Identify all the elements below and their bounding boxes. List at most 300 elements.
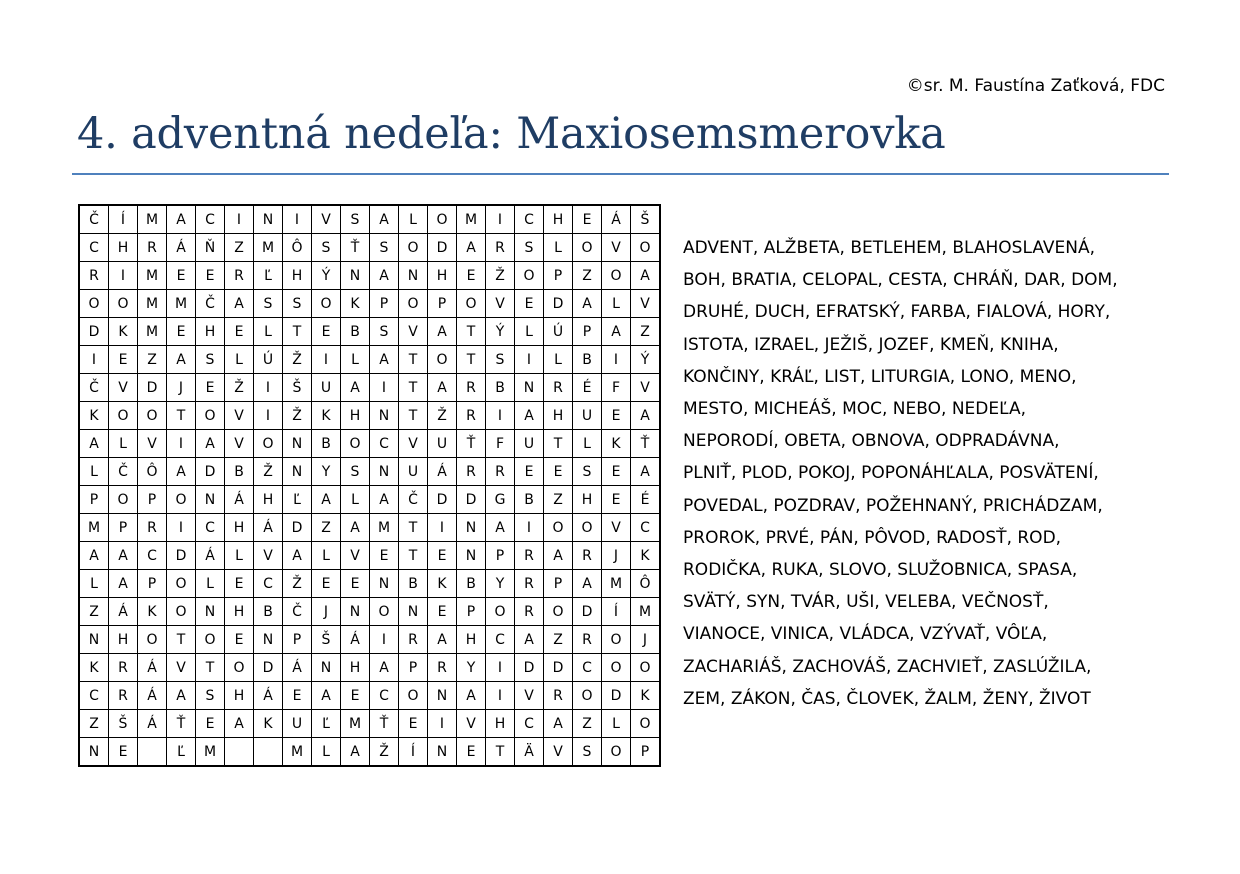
grid-cell: H [254,486,283,514]
grid-cell: R [515,598,544,626]
grid-cell: E [225,318,254,346]
grid-row [79,570,660,598]
grid-cell: P [631,738,661,767]
grid-cell: Á [196,542,225,570]
grid-cell: Á [109,598,138,626]
word-list-line: ZACHARIÁŠ, ZACHOVÁŠ, ZACHVIEŤ, ZASLÚŽILA, [683,656,1092,677]
grid-cell: A [283,542,312,570]
grid-cell: H [109,234,138,262]
grid-cell: Ú [544,318,573,346]
grid-cell: P [138,486,167,514]
word-list-line: PROROK, PRVÉ, PÁN, PÔVOD, RADOSŤ, ROD, [683,527,1062,548]
grid-cell: O [196,402,225,430]
grid-cell: Í [109,205,138,234]
grid-cell: P [138,570,167,598]
grid-cell: H [544,205,573,234]
grid-cell: I [254,374,283,402]
grid-cell: A [544,710,573,738]
grid-cell: I [428,514,457,542]
grid-cell: Á [138,682,167,710]
grid-cell: Á [283,654,312,682]
grid-cell: J [631,626,661,654]
grid-cell: O [399,234,428,262]
grid-cell: E [602,458,631,486]
grid-cell: N [399,598,428,626]
grid-cell: N [370,570,399,598]
grid-cell: I [167,430,196,458]
grid-row [79,290,660,318]
grid-cell: T [486,738,515,767]
grid-cell: C [370,430,399,458]
grid-cell: I [225,205,254,234]
grid-cell: O [79,290,109,318]
grid-cell: A [486,514,515,542]
grid-cell: L [573,430,602,458]
grid-cell: P [573,318,602,346]
grid-cell: I [428,710,457,738]
grid-cell: M [341,710,370,738]
grid-cell: Č [399,486,428,514]
grid-cell: T [544,430,573,458]
grid-row [79,205,660,234]
grid-cell: M [79,514,109,542]
grid-cell: É [573,374,602,402]
grid-cell: L [399,205,428,234]
grid-cell: P [399,654,428,682]
grid-cell: Ž [225,374,254,402]
grid-cell: B [486,374,515,402]
grid-cell: O [573,514,602,542]
grid-cell: D [79,318,109,346]
grid-cell: S [254,290,283,318]
grid-cell: N [428,682,457,710]
grid-cell: N [457,514,486,542]
grid-cell: O [602,738,631,767]
grid-cell: V [602,234,631,262]
grid-cell: R [457,374,486,402]
grid-cell: A [167,346,196,374]
grid-cell: S [341,205,370,234]
grid-row [79,486,660,514]
grid-cell: E [196,710,225,738]
grid-cell: Ž [283,346,312,374]
grid-cell: I [79,346,109,374]
grid-cell: E [573,205,602,234]
grid-cell: R [573,626,602,654]
grid-cell: E [370,542,399,570]
grid-cell: A [428,374,457,402]
grid-cell: Z [79,710,109,738]
grid-cell: R [515,542,544,570]
grid-cell: V [254,542,283,570]
grid-cell: R [138,234,167,262]
word-list-line: BOH, BRATIA, CELOPAL, CESTA, CHRÁŇ, DAR, DOM, [683,270,1118,291]
grid-cell: Y [312,458,341,486]
grid-cell: H [341,654,370,682]
grid-cell: O [399,682,428,710]
grid-cell: L [312,542,341,570]
grid-cell: Č [79,205,109,234]
grid-cell: C [254,570,283,598]
grid-cell: Á [428,458,457,486]
grid-cell: E [167,262,196,290]
grid-cell: E [399,710,428,738]
grid-cell: D [196,458,225,486]
grid-cell: B [341,318,370,346]
grid-cell: Č [196,290,225,318]
grid-cell: B [399,570,428,598]
grid-cell: Š [312,626,341,654]
grid-cell: A [109,542,138,570]
grid-cell: H [109,626,138,654]
grid-cell: U [515,430,544,458]
grid-cell: Ý [631,346,661,374]
grid-cell: H [573,486,602,514]
grid-cell: A [515,626,544,654]
grid-cell: E [602,486,631,514]
grid-cell: A [167,205,196,234]
grid-cell: L [254,318,283,346]
grid-cell: Ô [631,570,661,598]
grid-cell: Ľ [254,262,283,290]
title-underline [72,173,1169,175]
grid-cell: Í [399,738,428,767]
grid-cell: Ť [631,430,661,458]
grid-cell: D [544,290,573,318]
grid-cell: O [631,710,661,738]
grid-cell: O [138,626,167,654]
grid-cell: O [602,626,631,654]
grid-cell: K [341,290,370,318]
grid-cell: R [573,542,602,570]
grid-cell: M [196,738,225,767]
grid-cell: O [631,234,661,262]
grid-cell: A [370,205,399,234]
grid-cell: L [341,486,370,514]
grid-cell: L [225,542,254,570]
grid-cell: O [631,654,661,682]
grid-cell: Á [138,710,167,738]
grid-row [79,514,660,542]
grid-cell: Ť [167,710,196,738]
word-list-line: SVÄTÝ, SYN, TVÁR, UŠI, VELEBA, VEČNOSŤ, [683,592,1049,613]
word-list-line: DRUHÉ, DUCH, EFRATSKÝ, FARBA, FIALOVÁ, HORY, [683,302,1111,323]
grid-cell: B [515,486,544,514]
grid-cell: V [399,430,428,458]
grid-cell: Š [109,710,138,738]
grid-cell: L [109,430,138,458]
grid-cell: P [79,486,109,514]
grid-cell: H [486,710,515,738]
word-search-grid [78,204,661,767]
grid-cell: R [399,626,428,654]
grid-cell: K [631,542,661,570]
grid-row [79,598,660,626]
grid-row [79,346,660,374]
grid-cell: V [225,430,254,458]
grid-cell: L [602,290,631,318]
grid-cell: P [457,598,486,626]
grid-cell: D [573,598,602,626]
grid-cell: É [631,486,661,514]
grid-cell: B [573,346,602,374]
grid-cell: A [225,290,254,318]
grid-cell: U [312,374,341,402]
grid-cell: D [457,486,486,514]
grid-cell: K [79,402,109,430]
grid-cell: N [283,430,312,458]
grid-cell: Z [79,598,109,626]
grid-cell: N [254,626,283,654]
grid-cell: Š [283,374,312,402]
grid-cell: I [109,262,138,290]
grid-cell: I [602,346,631,374]
grid-cell: D [544,654,573,682]
grid-cell: S [283,290,312,318]
grid-cell: A [79,542,109,570]
grid-cell: V [109,374,138,402]
grid-cell: R [457,458,486,486]
grid-cell: Y [486,570,515,598]
grid-cell: E [225,570,254,598]
grid-cell: L [225,346,254,374]
grid-row [79,430,660,458]
grid-cell: S [196,682,225,710]
grid-cell: V [602,514,631,542]
grid-cell: M [631,598,661,626]
grid-cell: E [457,262,486,290]
grid-cell: K [109,318,138,346]
word-list-line: RODIČKA, RUKA, SLOVO, SLUŽOBNICA, SPASA, [683,560,1078,581]
grid-cell: C [196,205,225,234]
author-credit: ©sr. M. Faustína Zaťková, FDC [906,76,1165,96]
grid-cell: A [573,570,602,598]
grid-cell: O [428,205,457,234]
grid-cell: U [573,402,602,430]
grid-cell: C [486,626,515,654]
grid-cell: M [283,738,312,767]
grid-cell: O [254,430,283,458]
grid-cell: C [196,514,225,542]
grid-cell: R [79,262,109,290]
grid-cell: O [573,682,602,710]
grid-cell: N [428,738,457,767]
grid-cell: S [573,738,602,767]
grid-cell: H [196,318,225,346]
grid-cell: A [167,458,196,486]
grid-cell: K [254,710,283,738]
grid-cell: K [631,682,661,710]
grid-cell: Y [457,654,486,682]
grid-cell: O [428,346,457,374]
grid-cell: K [428,570,457,598]
grid-cell: A [631,458,661,486]
grid-cell: C [573,654,602,682]
grid-cell: R [486,234,515,262]
grid-row [79,374,660,402]
grid-cell: E [225,626,254,654]
grid-cell: E [457,738,486,767]
grid-cell: J [167,374,196,402]
grid-cell: A [631,262,661,290]
grid-cell: L [79,570,109,598]
grid-cell: Ž [486,262,515,290]
grid-cell: F [602,374,631,402]
grid-cell: H [457,626,486,654]
grid-cell: O [312,290,341,318]
grid-cell: O [457,290,486,318]
grid-cell: T [399,542,428,570]
grid-cell: T [167,402,196,430]
grid-cell: V [486,290,515,318]
grid-cell: O [341,430,370,458]
grid-cell: O [196,626,225,654]
grid-cell: Z [312,514,341,542]
grid-cell: P [428,290,457,318]
grid-cell: R [544,374,573,402]
grid-cell: K [138,598,167,626]
grid-cell: B [225,458,254,486]
grid-cell: H [544,402,573,430]
grid-cell [138,738,167,767]
grid-cell: N [370,458,399,486]
grid-cell: J [312,598,341,626]
grid-cell: Z [544,486,573,514]
grid-cell: C [515,710,544,738]
grid-cell: U [283,710,312,738]
grid-cell: M [167,290,196,318]
grid-cell: T [457,346,486,374]
grid-cell: A [370,346,399,374]
grid-cell: V [138,430,167,458]
grid-cell: Ť [457,430,486,458]
grid-cell: L [544,346,573,374]
grid-cell: V [457,710,486,738]
grid-cell: D [138,374,167,402]
grid-cell: V [225,402,254,430]
grid-cell: E [341,682,370,710]
grid-cell: U [428,430,457,458]
grid-row [79,234,660,262]
grid-cell: L [341,346,370,374]
grid-cell: Z [573,262,602,290]
grid-cell: D [515,654,544,682]
grid-cell: H [225,514,254,542]
grid-cell: P [283,626,312,654]
grid-cell: N [283,458,312,486]
page-title: 4. adventná nedeľa: Maxiosemsmerovka [77,109,946,159]
grid-cell: Ä [515,738,544,767]
word-list-line: NEPORODÍ, OBETA, OBNOVA, ODPRADÁVNA, [683,431,1060,452]
grid-row [79,458,660,486]
grid-cell: O [167,486,196,514]
grid-cell: T [283,318,312,346]
grid-cell: Ž [283,402,312,430]
grid-cell: A [457,682,486,710]
grid-cell: P [544,262,573,290]
grid-cell: T [167,626,196,654]
grid-cell: P [370,290,399,318]
grid-cell: V [312,205,341,234]
grid-cell: S [341,458,370,486]
grid-cell: E [312,318,341,346]
grid-cell: Á [602,205,631,234]
grid-cell: C [515,205,544,234]
grid-cell: Č [79,374,109,402]
grid-cell: D [254,654,283,682]
grid-cell: T [399,402,428,430]
word-list-line: POVEDAL, POZDRAV, POŽEHNANÝ, PRICHÁDZAM, [683,495,1103,516]
grid-cell: E [515,458,544,486]
grid-cell: Ž [370,738,399,767]
grid-cell: O [515,262,544,290]
grid-cell: A [370,262,399,290]
grid-cell: S [515,234,544,262]
grid-cell: E [428,542,457,570]
grid-cell: O [225,654,254,682]
grid-cell: Á [254,682,283,710]
grid-cell: O [167,598,196,626]
grid-cell: Á [167,234,196,262]
grid-cell: C [138,542,167,570]
grid-cell: I [283,205,312,234]
grid-cell: I [370,626,399,654]
grid-cell: Á [254,514,283,542]
grid-cell: N [515,374,544,402]
grid-cell: M [602,570,631,598]
grid-cell: T [457,318,486,346]
grid-cell: Č [109,458,138,486]
grid-cell: B [312,430,341,458]
word-list-line: KONČINY, KRÁĽ, LIST, LITURGIA, LONO, MENO, [683,366,1077,387]
grid-cell: Ý [312,262,341,290]
grid-cell: A [370,486,399,514]
grid-cell: B [254,598,283,626]
grid-cell: C [79,682,109,710]
grid-cell: H [225,682,254,710]
word-list-line: ISTOTA, IZRAEL, JEŽIŠ, JOZEF, KMEŇ, KNIHA, [683,334,1059,355]
grid-cell: M [457,205,486,234]
grid-cell: O [544,514,573,542]
grid-cell: R [109,682,138,710]
grid-cell: Š [631,205,661,234]
grid-cell: V [631,374,661,402]
grid-cell: E [109,738,138,767]
grid-cell: Í [602,598,631,626]
grid-cell: M [254,234,283,262]
grid-cell: L [544,234,573,262]
grid-cell: C [79,234,109,262]
word-list-line: ADVENT, ALŽBETA, BETLEHEM, BLAHOSLAVENÁ, [683,238,1095,258]
grid-cell: O [109,486,138,514]
grid-cell: H [283,262,312,290]
grid-cell: A [515,402,544,430]
grid-cell: H [341,402,370,430]
word-list [683,232,1183,715]
grid-cell: L [515,318,544,346]
grid-cell: S [196,346,225,374]
grid-cell: V [544,738,573,767]
grid-cell: A [225,710,254,738]
grid-cell: Ý [486,318,515,346]
grid-cell: T [399,374,428,402]
grid-row [79,710,660,738]
grid-cell: D [602,682,631,710]
grid-cell: Á [341,626,370,654]
grid-cell: Z [138,346,167,374]
grid-row [79,738,660,767]
grid-cell: R [515,570,544,598]
